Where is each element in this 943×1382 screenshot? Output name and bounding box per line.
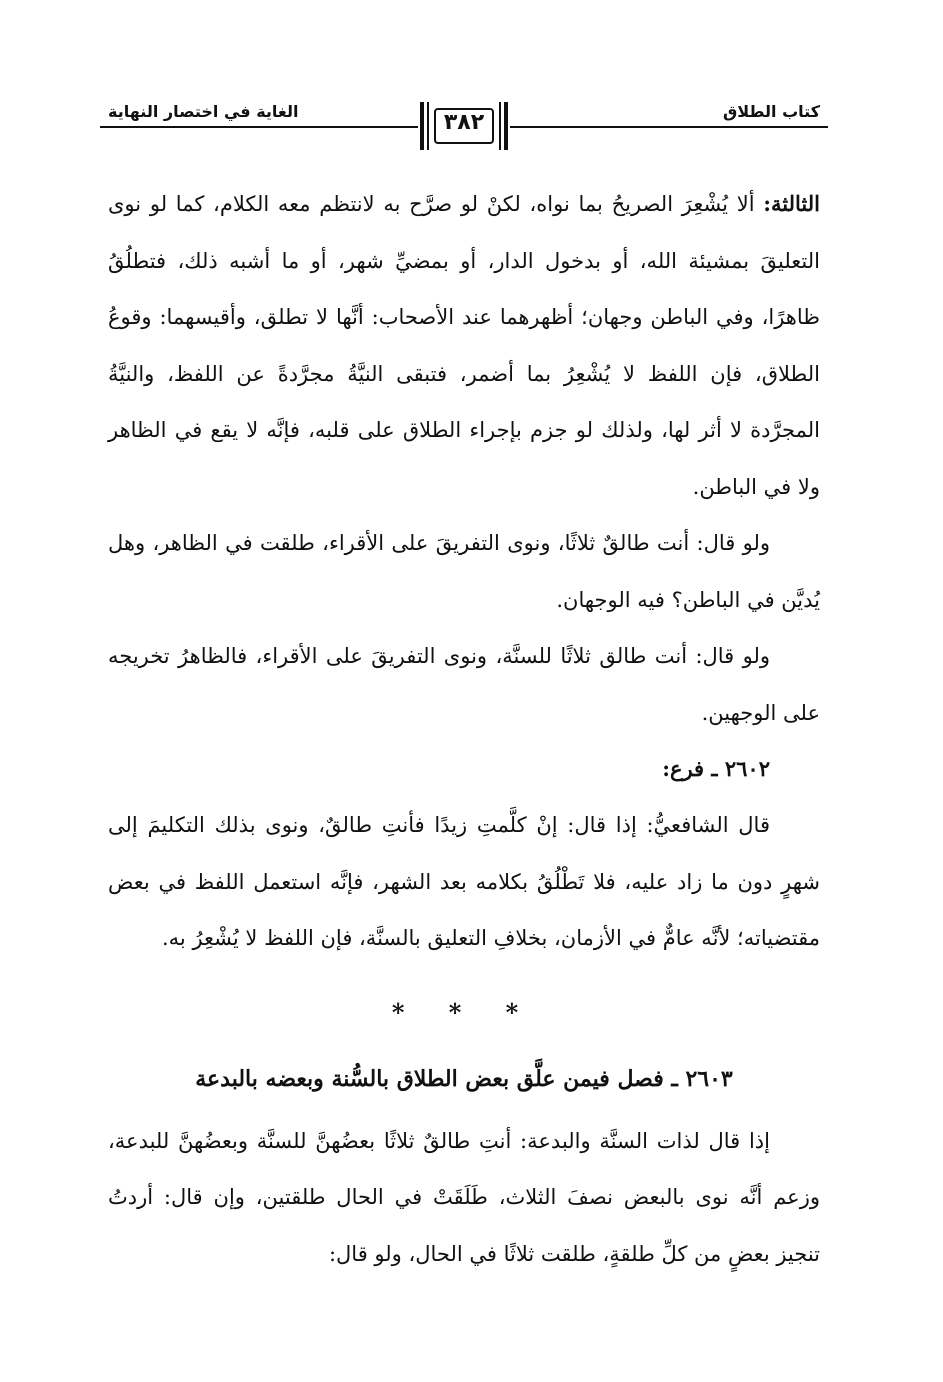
page-number: ٣٨٢ — [443, 110, 485, 135]
header-rule-right — [510, 126, 828, 128]
chapter-title: كتاب الطلاق — [722, 102, 820, 121]
paragraph-five: إذا قال لذات السنَّة والبدعة: أنتِ طالقٌ ثلاثًا بعضُهنَّ للسنَّة وبعضُهنَّ للبدعة، وزعم أنَّه نوى بالبعض نصفَ الثلاث، طَلَقَتْ في الحال طلقتين، وإن قال: أردتُ تنجيز بعضٍ من كلِّ طلقةٍ، طلقت ثلاثًا في الحال، ولو قال: — [108, 1128, 820, 1266]
paragraph-two: ولو قال: أنت طالقٌ ثلاثًا، ونوى التفريقَ على الأقراء، طلقت في الظاهر، وهل يُديَّن في الباطن؟ فيه الوجهان. — [108, 531, 820, 612]
paragraph-four: قال الشافعيُّ: إذا قال: إنْ كلَّمتِ زيدًا فأنتِ طالقٌ، ونوى بذلك التكليمَ إلى شهرٍ دون ما زاد عليه، فلا تَطْلُقُ بكلامه بعد الشهر، فإنَّه استعمل اللفظ في بعض مقتضياته؛ لأنَّه عامٌّ في الأزمان، بخلافِ التعليق بالسنَّة، فإن اللفظ لا يُشْعِرُ به. — [108, 813, 820, 950]
section-heading: ٢٦٠٣ ـ فصل فيمن علَّق بعض الطلاق بالسُّنة وبعضه بالبدعة — [195, 1065, 733, 1092]
page-number-frame — [420, 102, 508, 150]
subsection-heading: ٢٦٠٢ ـ فرع: — [662, 756, 770, 781]
paragraph-three: ولو قال: أنت طالق ثلاثًا للسنَّة، ونوى التفريقَ على الأقراء، فالظاهرُ تخريجه على الوجهين. — [108, 644, 820, 725]
paragraph-lead: الثالثة: — [763, 191, 820, 216]
paragraph-third — [108, 176, 820, 515]
page-body — [108, 176, 820, 1282]
paragraph-text: ألا يُشْعِرَ الصريحُ بما نواه، لكنْ لو صرَّح به لانتظم معه الكلام، كما لو نوى التعليقَ بمشيئة الله، أو بدخول الدار، أو بمضيِّ شهر، أو ما أشبه ذلك، فتطلُقُ ظاهرًا، وفي الباطن وجهان؛ أظهرهما عند الأصحاب: أنَّها لا تطلق، وأقيسهما: وقوعُ الطلاق، فإن اللفظ لا يُشْعِرُ بما أضمر، فتبقى النيَّةُ مجرَّدةً عن اللفظ، والنيَّةُ المجرَّدة لا أثر لها، ولذلك لو جزم بإجراء الطلاق على قلبه، فإنَّه لا يقع في الظاهر ولا في الباطن. — [108, 192, 820, 499]
page-header — [100, 98, 828, 158]
header-rule-left — [100, 126, 418, 128]
section-divider: * * * — [391, 997, 537, 1027]
book-title: الغاية في اختصار النهاية — [108, 102, 299, 121]
